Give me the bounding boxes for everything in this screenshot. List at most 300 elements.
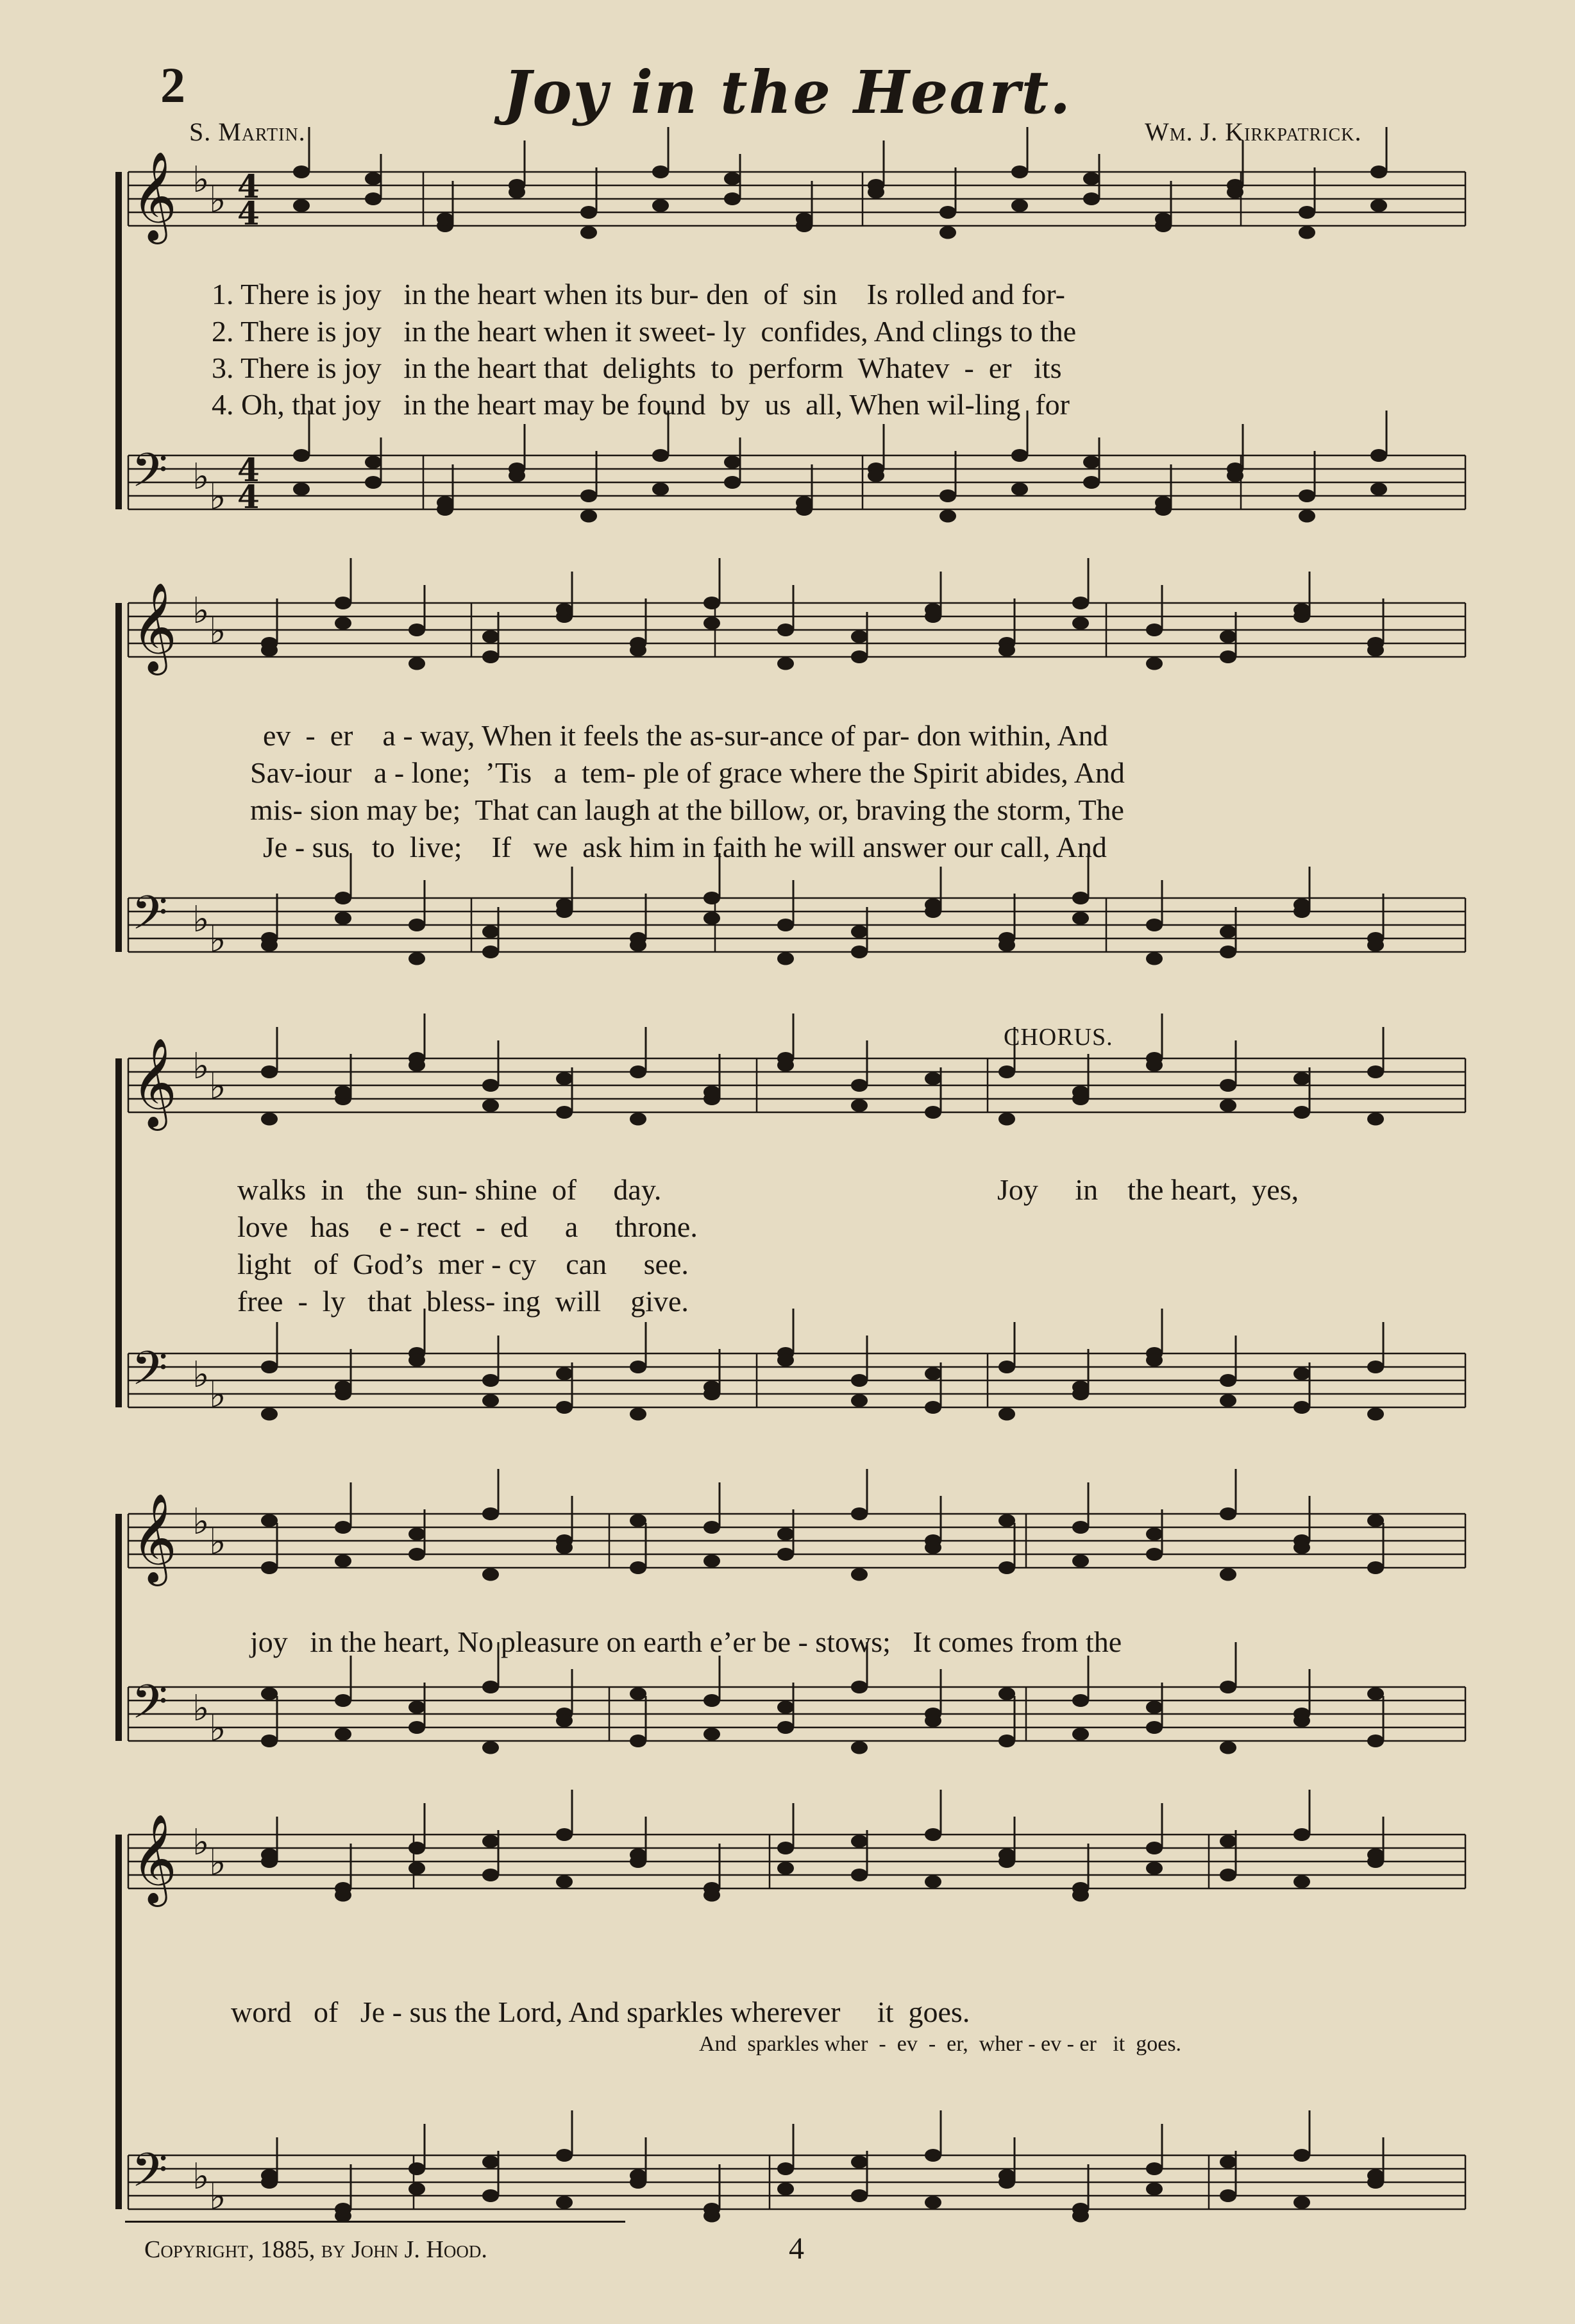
note-head: [777, 919, 794, 931]
note-head: [261, 2169, 278, 2182]
flat-icon: ♭: [209, 179, 226, 221]
note-head: [1072, 1086, 1089, 1099]
note-head: [1293, 1828, 1310, 1841]
note-head: [1299, 489, 1315, 502]
note-head: [652, 483, 669, 496]
note-head: [482, 1507, 499, 1520]
note-head: [777, 2162, 794, 2175]
music-composer: Wm. J. Kirkpatrick.: [1145, 117, 1362, 146]
note-head: [335, 1694, 351, 1707]
verse-line: ev - er a - way, When it feels the as-sur-ance of par- don within, And: [263, 719, 1108, 752]
note-head: [1083, 476, 1100, 489]
note-head: [851, 631, 868, 643]
note-head: [482, 1099, 499, 1112]
note-head: [630, 1065, 646, 1078]
note-head: [408, 657, 425, 670]
flat-icon: ♭: [192, 1688, 210, 1729]
note-head: [1293, 1073, 1310, 1085]
footer-page-number: 4: [789, 2232, 804, 2266]
note-head: [1072, 1521, 1089, 1534]
note-head: [482, 1374, 499, 1387]
flat-icon: ♭: [209, 919, 226, 961]
note-head: [335, 617, 351, 630]
note-head: [1299, 206, 1315, 219]
note-head: [293, 199, 310, 212]
note-head: [703, 1889, 720, 1902]
note-head: [703, 1521, 720, 1534]
note-head: [630, 1735, 646, 1747]
note-head: [1299, 226, 1315, 239]
note-head: [335, 912, 351, 925]
note-head: [851, 1507, 868, 1520]
note-head: [851, 1742, 868, 1754]
note-head: [335, 1381, 351, 1394]
note-head: [851, 1099, 868, 1112]
note-head: [408, 623, 425, 636]
note-head: [777, 1528, 794, 1541]
note-head: [261, 1113, 278, 1126]
verse-line: Sav-iour a - lone; ’Tis a tem- ple of grace where the Spirit abides, And: [250, 756, 1125, 789]
flat-icon: ♭: [192, 1046, 210, 1087]
note-head: [851, 2156, 868, 2169]
echo-lyric: And sparkles wher - ev - er, wher - ev - er it goes.: [699, 2032, 1182, 2056]
note-head: [1367, 1065, 1384, 1078]
verse-line: mis- sion may be; That can laugh at the billow, or, braving the storm, The: [250, 793, 1124, 826]
note-head: [939, 206, 956, 219]
note-head: [1220, 926, 1236, 938]
note-head: [556, 1828, 573, 1841]
note-head: [556, 604, 573, 616]
note-head: [509, 186, 525, 199]
note-head: [408, 1059, 425, 1072]
note-head: [1072, 597, 1089, 609]
note-head: [1367, 1561, 1384, 1574]
flat-icon: ♭: [209, 1374, 226, 1416]
note-head: [851, 1568, 868, 1581]
note-head: [1293, 1106, 1310, 1119]
note-head: [925, 1541, 941, 1554]
note-head: [630, 1361, 646, 1373]
note-head: [925, 1106, 941, 1119]
note-head: [1370, 483, 1387, 496]
note-head: [703, 597, 720, 609]
treble-clef-icon: 𝄞: [131, 1814, 177, 1903]
note-head: [1220, 631, 1236, 643]
note-head: [1083, 192, 1100, 205]
flat-icon: ♭: [209, 1065, 226, 1108]
note-head: [482, 1869, 499, 1881]
note-head: [1293, 899, 1310, 912]
note-head: [335, 1555, 351, 1568]
note-head: [1011, 199, 1028, 212]
note-head: [1146, 1842, 1163, 1854]
note-head: [1146, 1528, 1163, 1541]
note-head: [925, 1876, 941, 1888]
note-head: [1072, 1381, 1089, 1394]
note-head: [703, 617, 720, 630]
chorus-label: CHORUS.: [1004, 1024, 1113, 1051]
note-head: [261, 1561, 278, 1574]
note-head: [1011, 449, 1028, 462]
note-head: [1146, 1354, 1163, 1367]
note-head: [1370, 449, 1387, 462]
note-head: [482, 1079, 499, 1092]
note-head: [1367, 1849, 1384, 1862]
note-head: [777, 657, 794, 670]
note-head: [1220, 1681, 1236, 1693]
note-head: [1367, 939, 1384, 952]
bass-clef-icon: 𝄢: [131, 443, 168, 509]
note-head: [851, 1835, 868, 1848]
note-head: [482, 926, 499, 938]
note-head: [939, 226, 956, 239]
note-head: [365, 192, 382, 205]
note-head: [1367, 1688, 1384, 1701]
note-head: [408, 1701, 425, 1714]
note-head: [1083, 456, 1100, 469]
flat-icon: ♭: [192, 899, 210, 940]
note-head: [1293, 1715, 1310, 1727]
time-signature-digit: 4: [237, 167, 260, 205]
flat-icon: ♭: [192, 159, 210, 201]
note-head: [1072, 1889, 1089, 1902]
note-head: [1072, 1555, 1089, 1568]
note-head: [1146, 1548, 1163, 1561]
note-head: [998, 1514, 1015, 1527]
note-head: [365, 173, 382, 185]
note-head: [1220, 650, 1236, 663]
note-head: [777, 1354, 794, 1367]
note-head: [1367, 1408, 1384, 1421]
note-head: [1220, 2156, 1236, 2169]
note-head: [630, 1688, 646, 1701]
note-head: [925, 1073, 941, 1085]
note-head: [998, 1408, 1015, 1421]
note-head: [777, 953, 794, 965]
note-head: [1146, 1862, 1163, 1875]
flat-icon: ♭: [192, 2156, 210, 2198]
note-head: [998, 1065, 1015, 1078]
flat-icon: ♭: [192, 456, 210, 498]
bass-clef-icon: 𝄢: [131, 1674, 168, 1740]
treble-clef-icon: 𝄞: [131, 151, 177, 241]
note-head: [1072, 2210, 1089, 2223]
note-head: [482, 2189, 499, 2202]
note-head: [1293, 604, 1310, 616]
note-head: [1367, 1514, 1384, 1527]
note-head: [1146, 1721, 1163, 1734]
copyright-notice: Copyright, 1885, by John J. Hood.: [144, 2236, 487, 2263]
note-head: [482, 2156, 499, 2169]
hymn-title: Joy in the Heart.: [503, 58, 1072, 127]
note-head: [796, 213, 813, 226]
note-head: [703, 1086, 720, 1099]
note-head: [261, 1065, 278, 1078]
note-head: [482, 1835, 499, 1848]
note-head: [335, 597, 351, 609]
note-head: [868, 186, 884, 199]
note-head: [335, 1521, 351, 1534]
note-head: [1293, 2196, 1310, 2209]
note-head: [1146, 2162, 1163, 2175]
bass-clef-icon: 𝄢: [131, 1341, 168, 1407]
note-head: [925, 2149, 941, 2162]
time-signature-digit: 4: [237, 194, 260, 232]
note-head: [335, 892, 351, 904]
footer-rule: [125, 2221, 625, 2223]
note-head: [630, 1113, 646, 1126]
note-head: [851, 1395, 868, 1407]
note-head: [1155, 213, 1172, 226]
note-head: [939, 510, 956, 523]
note-head: [408, 953, 425, 965]
note-head: [851, 926, 868, 938]
note-head: [1367, 1361, 1384, 1373]
flat-icon: ♭: [209, 2176, 226, 2218]
note-head: [580, 226, 597, 239]
note-head: [1293, 1541, 1310, 1554]
note-head: [724, 456, 741, 469]
note-head: [998, 1361, 1015, 1373]
note-head: [1293, 1368, 1310, 1380]
note-head: [1370, 199, 1387, 212]
note-head: [482, 946, 499, 958]
flat-icon: ♭: [209, 476, 226, 518]
note-head: [851, 1374, 868, 1387]
note-head: [652, 165, 669, 178]
note-head: [777, 1701, 794, 1714]
note-head: [1220, 1742, 1236, 1754]
note-head: [335, 1086, 351, 1099]
note-head: [437, 213, 453, 226]
note-head: [261, 1849, 278, 1862]
note-head: [777, 1548, 794, 1561]
note-head: [1293, 2149, 1310, 2162]
words-author: S. Martin.: [189, 117, 306, 146]
note-head: [408, 1354, 425, 1367]
note-head: [703, 2210, 720, 2223]
note-head: [293, 165, 310, 178]
note-head: [482, 1568, 499, 1581]
note-head: [1155, 496, 1172, 509]
note-head: [261, 1361, 278, 1373]
note-head: [1227, 186, 1243, 199]
note-head: [652, 199, 669, 212]
note-head: [1220, 1395, 1236, 1407]
note-head: [293, 449, 310, 462]
note-head: [1367, 644, 1384, 657]
verse-line: walks in the sun- shine of day.: [237, 1173, 662, 1206]
note-head: [630, 1408, 646, 1421]
note-head: [868, 470, 884, 482]
note-head: [580, 489, 597, 502]
chorus-lyric: Joy in the heart, yes,: [997, 1173, 1299, 1206]
note-head: [925, 1401, 941, 1414]
note-head: [1011, 483, 1028, 496]
note-head: [630, 644, 646, 657]
note-head: [998, 644, 1015, 657]
note-head: [630, 2169, 646, 2182]
verse-line: 3. There is joy in the heart that delights to perform Whatev - er its: [212, 352, 1062, 384]
note-head: [556, 2149, 573, 2162]
note-head: [630, 1849, 646, 1862]
note-head: [1370, 165, 1387, 178]
note-head: [580, 510, 597, 523]
note-head: [437, 496, 453, 509]
note-head: [1146, 623, 1163, 636]
treble-clef-icon: 𝄞: [131, 1038, 177, 1127]
note-head: [998, 1688, 1015, 1701]
note-head: [777, 1842, 794, 1854]
note-head: [408, 1862, 425, 1875]
note-head: [1367, 1735, 1384, 1747]
note-head: [630, 1561, 646, 1574]
page-number: 2: [160, 57, 185, 113]
note-head: [1220, 1079, 1236, 1092]
note-head: [777, 1721, 794, 1734]
time-signature-digit: 4: [237, 478, 260, 516]
bass-clef-icon: 𝄢: [131, 885, 168, 951]
flat-icon: ♭: [209, 1708, 226, 1750]
note-head: [556, 2196, 573, 2209]
verse-line: love has e - rect - ed a throne.: [237, 1210, 698, 1243]
note-head: [261, 1408, 278, 1421]
note-head: [261, 939, 278, 952]
note-head: [851, 1681, 868, 1693]
note-head: [703, 912, 720, 925]
note-head: [925, 1368, 941, 1380]
note-head: [1072, 617, 1089, 630]
note-head: [851, 1869, 868, 1881]
note-head: [408, 1528, 425, 1541]
note-head: [1220, 1099, 1236, 1112]
note-head: [998, 2169, 1015, 2182]
note-head: [408, 2183, 425, 2196]
note-head: [851, 650, 868, 663]
note-head: [556, 1106, 573, 1119]
flat-icon: ♭: [209, 1521, 226, 1563]
note-head: [630, 1514, 646, 1527]
treble-clef-icon: 𝄞: [131, 582, 177, 672]
note-head: [1146, 1701, 1163, 1714]
note-head: [335, 1728, 351, 1741]
note-head: [724, 476, 741, 489]
note-head: [482, 1742, 499, 1754]
note-head: [724, 192, 741, 205]
note-head: [556, 1368, 573, 1380]
chorus-lyric: word of Je - sus the Lord, And sparkles wherever it goes.: [231, 1996, 970, 2028]
note-head: [1220, 1507, 1236, 1520]
verse-line: Je - sus to live; If we ask him in faith he will answer our call, And: [263, 831, 1107, 863]
note-head: [482, 650, 499, 663]
note-head: [703, 892, 720, 904]
note-head: [998, 1113, 1015, 1126]
note-head: [408, 919, 425, 931]
note-head: [556, 1541, 573, 1554]
treble-clef-icon: 𝄞: [131, 1493, 177, 1582]
note-head: [703, 1694, 720, 1707]
note-head: [509, 470, 525, 482]
note-head: [1299, 510, 1315, 523]
note-head: [998, 1849, 1015, 1862]
note-head: [925, 1828, 941, 1841]
verse-line: 1. There is joy in the heart when its bur- den of sin Is rolled and for-: [212, 278, 1065, 310]
note-head: [1146, 1059, 1163, 1072]
note-head: [1220, 1869, 1236, 1881]
note-head: [556, 1876, 573, 1888]
note-head: [796, 496, 813, 509]
note-head: [777, 2183, 794, 2196]
note-head: [408, 2162, 425, 2175]
note-head: [630, 939, 646, 952]
flat-icon: ♭: [209, 610, 226, 652]
note-head: [998, 939, 1015, 952]
chorus-lyric: joy in the heart, No pleasure on earth e’er be - stows; It comes from the: [250, 1625, 1122, 1658]
note-head: [851, 2189, 868, 2202]
note-head: [925, 2196, 941, 2209]
note-head: [777, 623, 794, 636]
flat-icon: ♭: [192, 1501, 210, 1543]
note-head: [1220, 1835, 1236, 1848]
note-head: [777, 1862, 794, 1875]
flat-icon: ♭: [209, 1842, 226, 1884]
bass-clef-icon: 𝄢: [131, 2142, 168, 2209]
verse-line: light of God’s mer - cy can see.: [237, 1248, 689, 1280]
note-head: [1367, 2169, 1384, 2182]
note-head: [851, 946, 868, 958]
note-head: [1220, 1374, 1236, 1387]
note-head: [652, 449, 669, 462]
note-head: [1146, 657, 1163, 670]
note-head: [261, 644, 278, 657]
time-signature-digit: 4: [237, 451, 260, 489]
note-head: [482, 1395, 499, 1407]
note-head: [261, 1688, 278, 1701]
note-head: [1293, 1876, 1310, 1888]
note-head: [703, 1381, 720, 1394]
note-head: [482, 1681, 499, 1693]
note-head: [293, 483, 310, 496]
note-head: [777, 1059, 794, 1072]
flat-icon: ♭: [192, 1354, 210, 1396]
note-head: [1293, 1401, 1310, 1414]
note-head: [408, 1842, 425, 1854]
note-head: [1146, 953, 1163, 965]
note-head: [335, 1889, 351, 1902]
flat-icon: ♭: [192, 1822, 210, 1863]
note-head: [1072, 1694, 1089, 1707]
note-head: [1220, 1568, 1236, 1581]
note-head: [925, 899, 941, 912]
note-head: [1072, 912, 1089, 925]
note-head: [925, 604, 941, 616]
note-head: [556, 899, 573, 912]
note-head: [261, 1735, 278, 1747]
note-head: [939, 489, 956, 502]
verse-line: 2. There is joy in the heart when it sweet- ly confides, And clings to the: [212, 315, 1077, 348]
flat-icon: ♭: [192, 590, 210, 632]
note-head: [408, 1721, 425, 1734]
note-head: [1227, 470, 1243, 482]
note-head: [703, 1555, 720, 1568]
note-head: [1220, 946, 1236, 958]
note-head: [1146, 2183, 1163, 2196]
note-head: [261, 1514, 278, 1527]
note-head: [703, 1728, 720, 1741]
note-head: [724, 173, 741, 185]
note-head: [482, 631, 499, 643]
verse-line: free - ly that bless- ing will give.: [237, 1285, 689, 1318]
